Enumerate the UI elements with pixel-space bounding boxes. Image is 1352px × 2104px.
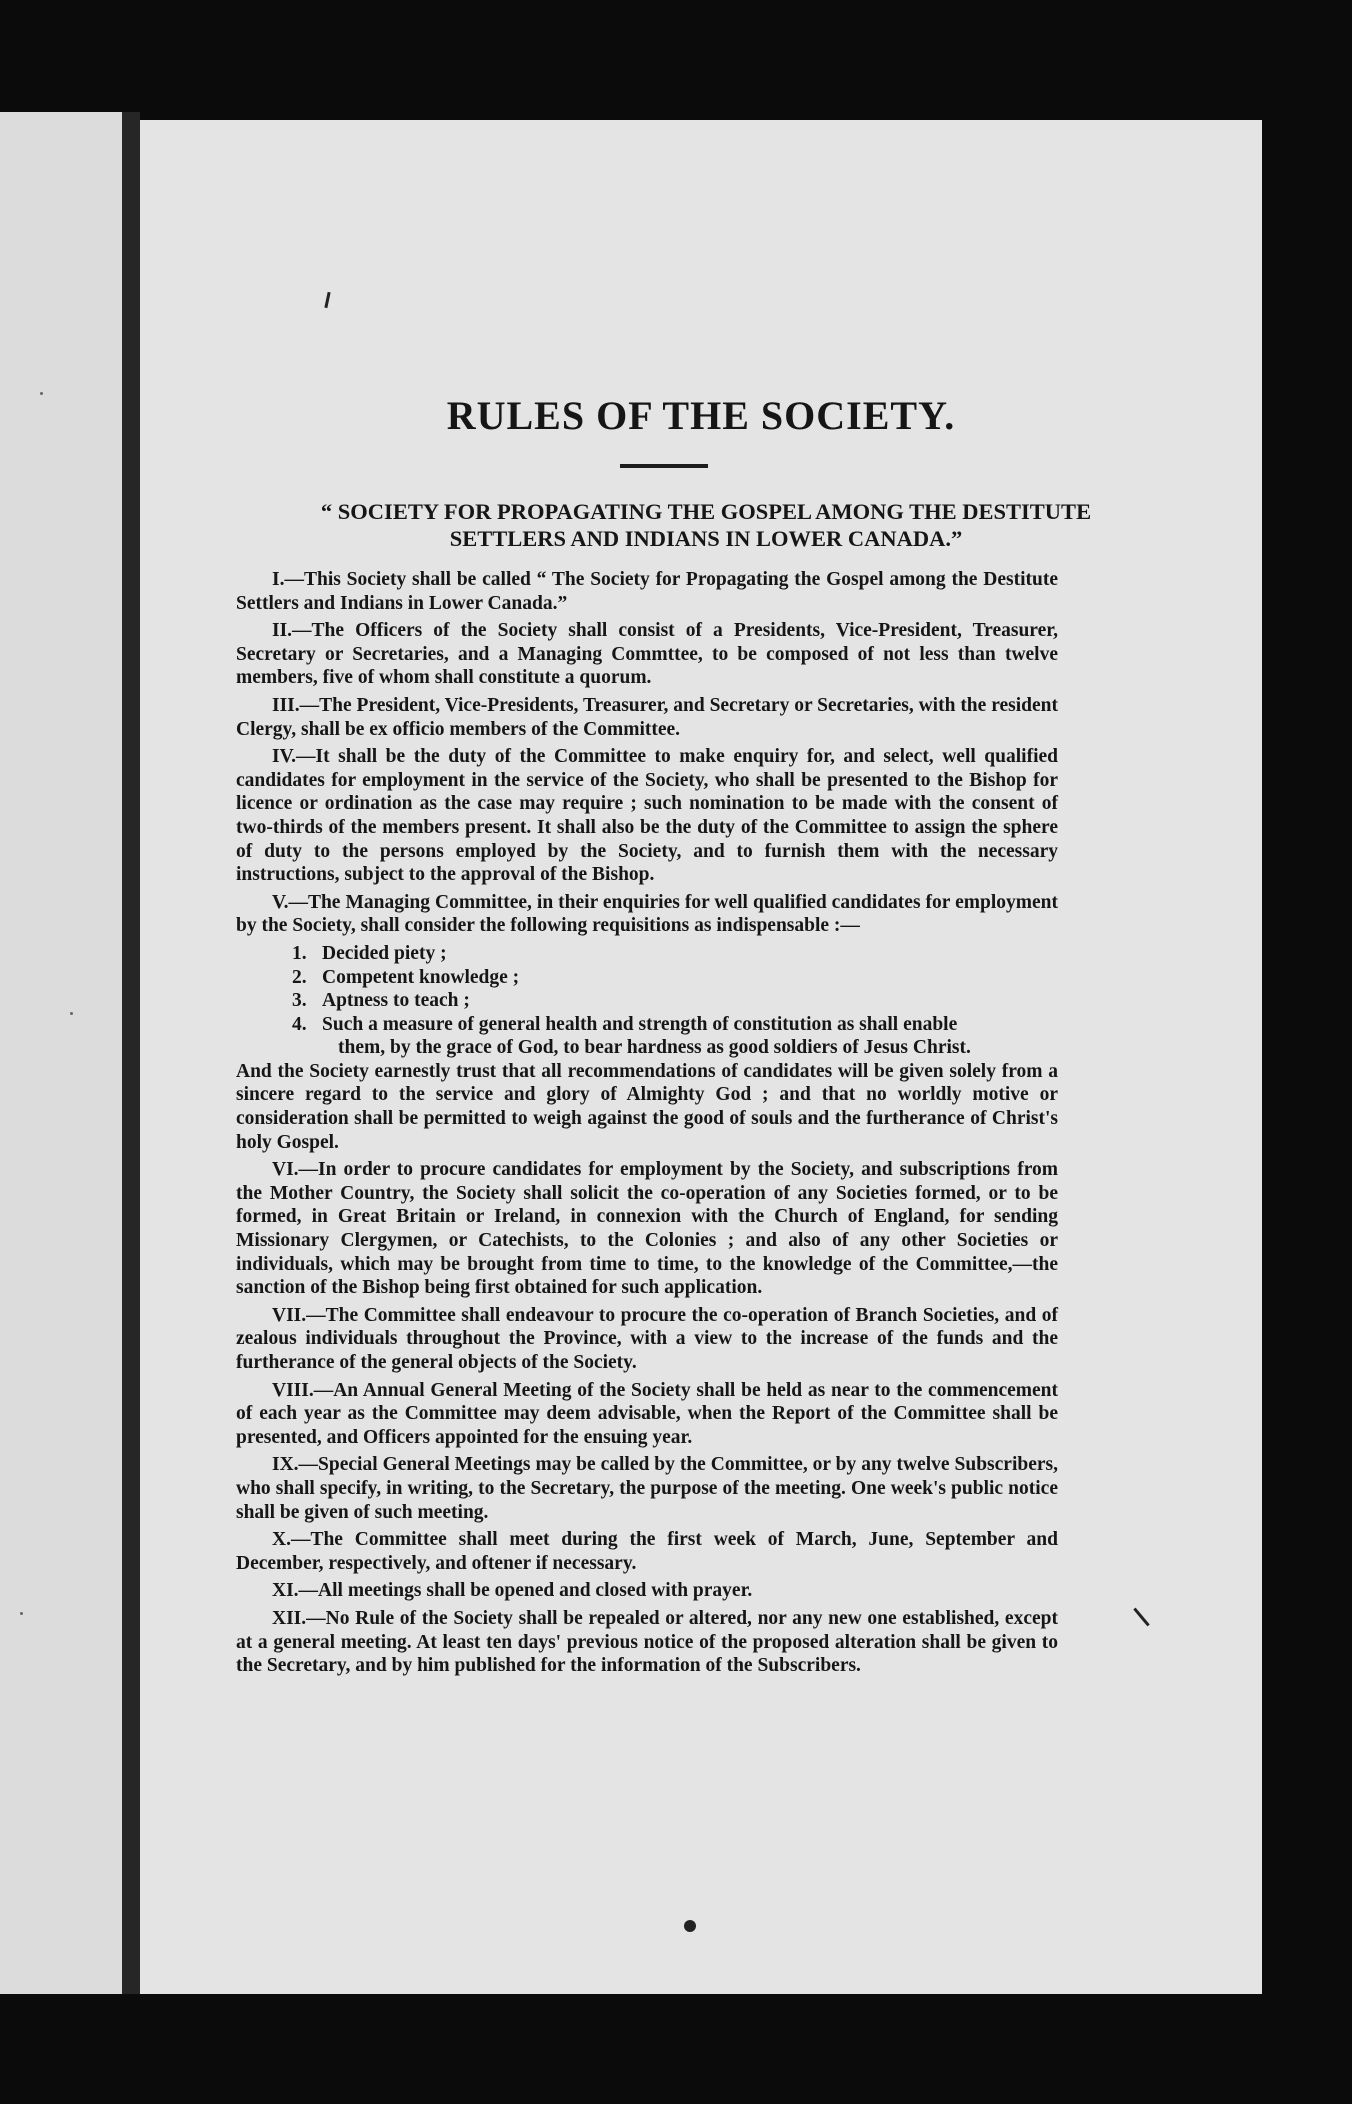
paper-speck <box>70 1012 73 1015</box>
ink-blot <box>684 1920 696 1932</box>
rule-2: II.—The Officers of the Society shall consist of a Presidents, Vice-President, Treasurer, Secretary or Secretaries, and a Managing Commttee, to be composed of not less than twelve members, five of whom shall constitute a quorum. <box>236 620 1058 689</box>
list-text: Decided piety ; <box>322 942 447 964</box>
document-page <box>140 120 1262 1994</box>
rule-9: IX.—Special General Meetings may be called by the Committee, or by any twelve Subscribers, who shall specify, in writing, to the Secretary, the purpose of the meeting. One week's public notice shall be given of such meeting. <box>236 1454 1058 1523</box>
rule-11: XI.—All meetings shall be opened and closed with prayer. <box>272 1580 753 1602</box>
rule-7: VII.—The Committee shall endeavour to procure the co-operation of Branch Societies, and of zealous individuals throughout the Province, with a view to the increase of the funds and the furtherance of the general objects of the Society. <box>236 1304 1058 1373</box>
list-text: Aptness to teach ; <box>322 990 470 1012</box>
list-item <box>292 966 1058 990</box>
rule-10: X.—The Committee shall meet during the first week of March, June, September and December, respectively, and oftener if necessary. <box>236 1529 1058 1574</box>
rule-8: VIII.—An Annual General Meeting of the Society shall be held as near to the commencement of each year as the Committee may deem advisable, when the Report of the Committee shall be presented, and Officers appointed for the ensuing year. <box>236 1379 1058 1448</box>
paper-speck <box>20 1612 23 1615</box>
rule-6: VI.—In order to procure candidates for employment by the Society, and subscriptions from the Mother Country, the Society shall solicit the co-operation of any Societies formed, or to be formed, in Great Britain or Ireland, in connexion with the Church of England, for sending Missionary Clergymen, or Catechists, to the Colonies ; and also of any other Societies or individuals, which may be brought from time to time, to the knowledge of the Committee,—the sanction of the Bishop being first obtained for such application. <box>236 1159 1058 1299</box>
title-divider <box>620 464 708 468</box>
list-number: 1. <box>292 942 307 964</box>
page-title: RULES OF THE SOCIETY. <box>446 393 956 438</box>
society-name-heading <box>240 498 1172 552</box>
rule-4: IV.—It shall be the duty of the Committee to make enquiry for, and select, well qualified candidates for employment in the service of the Society, who shall be presented to the Bishop for licence or ordination as the case may require ; such nomination to be made with the consent of two-thirds of the members present. It shall also be the duty of the Committee to assign the sphere of duty to the persons employed by the Society, and to furnish them with the necessary instructions, subject to the approval of the Bishop. <box>236 746 1058 886</box>
rule-3: III.—The President, Vice-Presidents, Treasurer, and Secretary or Secretaries, with the resident Clergy, shall be ex officio members of the Committee. <box>236 694 1058 740</box>
list-number: 2. <box>292 966 307 988</box>
list-item <box>292 1013 1058 1037</box>
list-item <box>292 989 1058 1013</box>
rule-1: I.—This Society shall be called “ The Society for Propagating the Gospel among the Destitute Settlers and Indians in Lower Canada.” <box>236 569 1058 614</box>
rule-5: V.—The Managing Committee, in their enquiries for well qualified candidates for employment by the Society, shall consider the following requisitions as indispensable :— <box>236 891 1058 937</box>
rule-5-closing: And the Society earnestly trust that all recommendations of candidates will be given solely from a sincere regard to the service and glory of Almighty God ; and that no worldly motive or consideration shall be permitted to weigh against the good of souls and the furtherance of Christ's holy Gospel. <box>236 1060 1058 1153</box>
list-item <box>292 942 1058 966</box>
subtitle-line-1: “ SOCIETY FOR PROPAGATING THE GOSPEL AMONG THE DESTITUTE <box>320 499 1092 524</box>
list-text: Competent knowledge ; <box>322 966 520 988</box>
ink-mark <box>1133 1608 1149 1627</box>
paper-speck <box>40 392 43 395</box>
list-text: Such a measure of general health and strength of constitution as shall enable <box>322 1013 958 1035</box>
facing-page-edge <box>0 112 122 1994</box>
rule-12: XII.—No Rule of the Society shall be repealed or altered, nor any new one established, except at a general meeting. At least ten days' previous notice of the proposed alteration shall be given to the Secretary, and by him published for the information of the Subscribers. <box>236 1607 1058 1677</box>
requisition-4-continuation: them, by the grace of God, to bear hardness as good soldiers of Jesus Christ. <box>338 1037 971 1059</box>
list-number: 4. <box>292 1013 307 1035</box>
subtitle-line-2: SETTLERS AND INDIANS IN LOWER CANADA.” <box>449 526 963 551</box>
ink-mark <box>324 292 330 308</box>
book-binding <box>122 112 140 1994</box>
requisitions-list <box>292 942 1058 1036</box>
rules-body <box>236 568 1058 1682</box>
list-number: 3. <box>292 990 307 1012</box>
